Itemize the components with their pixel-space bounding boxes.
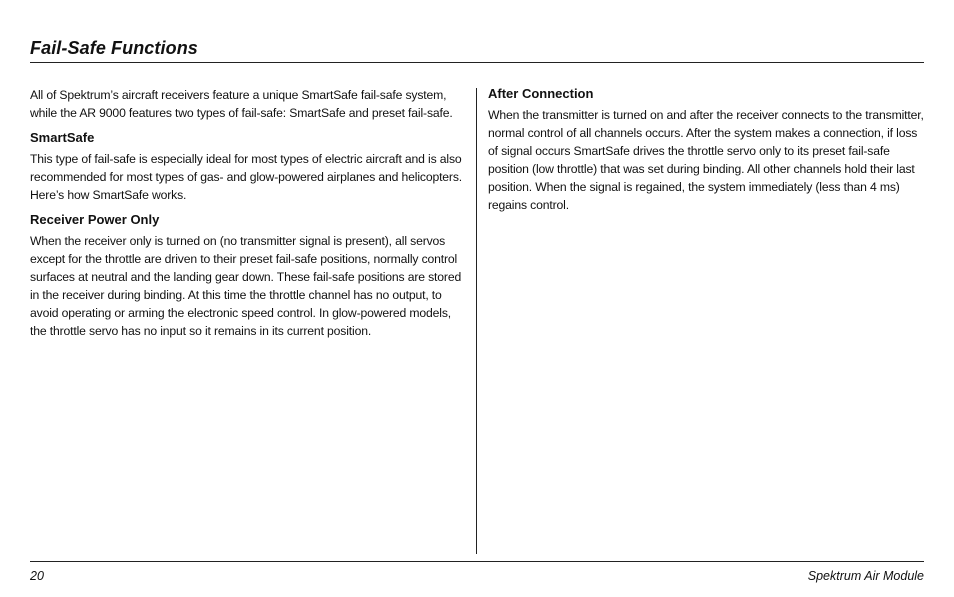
document-title: Spektrum Air Module bbox=[807, 569, 924, 583]
smartsafe-paragraph: This type of fail-safe is especially ideal for most types of electric aircraft and is also recommended for most types of gas- and glow-powered airplanes and helicopters. Here’s how SmartSafe works. bbox=[30, 152, 463, 202]
right-column bbox=[488, 86, 926, 222]
header-rule bbox=[30, 62, 924, 63]
after-connection-paragraph: When the transmitter is turned on and after the receiver connects to the transmitter, normal control of all channels occurs. After the system makes a connection, if loss of signal occurs SmartSafe drives the throttle servo only to its preset fail-safe position (low throttle) that was set during binding. All other channels hold their last position. When the signal is regained, the system immediately (less than 4 ms) regains control. bbox=[488, 108, 924, 212]
after-connection-heading: After Connection bbox=[488, 86, 594, 101]
smartsafe-heading: SmartSafe bbox=[30, 130, 95, 145]
footer-rule bbox=[30, 561, 924, 562]
column-divider bbox=[476, 88, 477, 554]
receiver-power-heading: Receiver Power Only bbox=[30, 212, 160, 227]
left-column bbox=[30, 86, 468, 348]
page-number: 20 bbox=[30, 569, 44, 583]
page-title: Fail-Safe Functions bbox=[30, 38, 198, 58]
intro-paragraph: All of Spektrum’s aircraft receivers feature a unique SmartSafe fail-safe system, while the AR 9000 features two types of fail-safe: SmartSafe and preset fail-safe. bbox=[30, 88, 453, 120]
receiver-power-paragraph: When the receiver only is turned on (no transmitter signal is present), all servos except for the throttle are driven to their preset fail-safe positions, normally control surfaces at neutral and the landing gear down. These fail-safe positions are stored in the receiver during binding. At this time the throttle channel has no output, to avoid operating or arming the electronic speed control. In glow-powered models, the throttle servo has no input so it remains in its current position. bbox=[30, 234, 462, 338]
